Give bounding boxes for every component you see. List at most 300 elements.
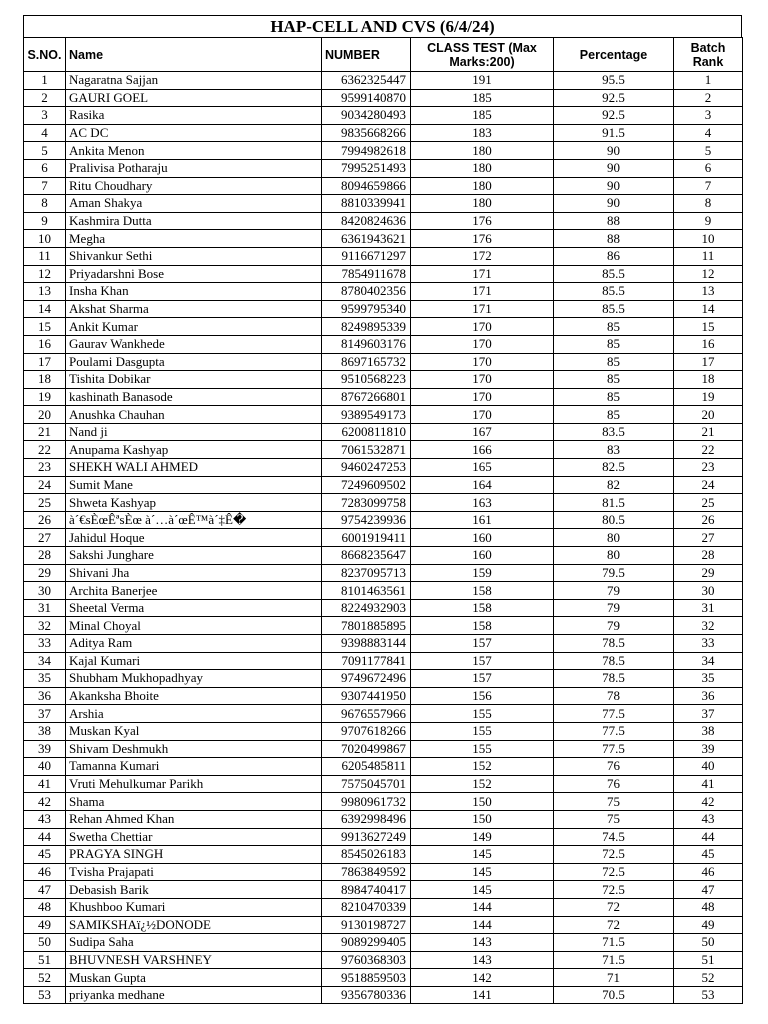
cell-class-test: 163 [411,494,554,512]
cell-percentage: 75 [554,793,674,811]
cell-batch-rank: 9 [674,212,743,230]
cell-batch-rank: 37 [674,705,743,723]
cell-percentage: 72.5 [554,863,674,881]
cell-number: 9754239936 [322,511,411,529]
cell-percentage: 78.5 [554,635,674,653]
cell-class-test: 191 [411,72,554,90]
cell-class-test: 155 [411,705,554,723]
cell-class-test: 176 [411,212,554,230]
cell-name: Aditya Ram [66,635,322,653]
cell-percentage: 80 [554,529,674,547]
cell-number: 9760368303 [322,951,411,969]
table-row [24,916,743,934]
table-row [24,863,743,881]
cell-number: 8237095713 [322,564,411,582]
cell-number: 9356780336 [322,986,411,1004]
cell-name: Anupama Kashyap [66,441,322,459]
table-row [24,371,743,389]
cell-name: Aman Shakya [66,195,322,213]
header-percentage: Percentage [554,38,674,72]
cell-class-test: 170 [411,371,554,389]
cell-percentage: 72 [554,916,674,934]
table-row [24,617,743,635]
cell-sno: 10 [24,230,66,248]
cell-name: Sheetal Verma [66,599,322,617]
cell-number: 9599140870 [322,89,411,107]
cell-name: PRAGYA SINGH [66,846,322,864]
cell-percentage: 82.5 [554,459,674,477]
results-table [23,37,743,1004]
cell-class-test: 144 [411,898,554,916]
cell-number: 9518859503 [322,969,411,987]
table-row [24,652,743,670]
cell-sno: 1 [24,72,66,90]
cell-name: Megha [66,230,322,248]
table-row [24,388,743,406]
cell-sno: 31 [24,599,66,617]
cell-batch-rank: 47 [674,881,743,899]
cell-number: 9676557966 [322,705,411,723]
cell-class-test: 171 [411,300,554,318]
cell-percentage: 76 [554,775,674,793]
cell-class-test: 157 [411,635,554,653]
table-row [24,247,743,265]
cell-sno: 32 [24,617,66,635]
cell-sno: 44 [24,828,66,846]
cell-number: 6205485811 [322,758,411,776]
cell-batch-rank: 29 [674,564,743,582]
cell-name: Ankita Menon [66,142,322,160]
results-sheet [23,15,742,1004]
cell-class-test: 172 [411,247,554,265]
cell-sno: 48 [24,898,66,916]
cell-batch-rank: 33 [674,635,743,653]
cell-name: Kashmira Dutta [66,212,322,230]
cell-percentage: 85 [554,388,674,406]
cell-percentage: 90 [554,195,674,213]
table-row [24,705,743,723]
cell-sno: 36 [24,687,66,705]
cell-name: Shama [66,793,322,811]
table-row [24,511,743,529]
cell-number: 7575045701 [322,775,411,793]
cell-sno: 34 [24,652,66,670]
cell-sno: 29 [24,564,66,582]
cell-batch-rank: 36 [674,687,743,705]
cell-name: Khushboo Kumari [66,898,322,916]
cell-batch-rank: 8 [674,195,743,213]
table-row [24,599,743,617]
cell-number: 6361943621 [322,230,411,248]
table-row [24,476,743,494]
cell-class-test: 145 [411,863,554,881]
header-row [24,38,743,72]
cell-batch-rank: 24 [674,476,743,494]
table-row [24,441,743,459]
cell-percentage: 86 [554,247,674,265]
table-row [24,881,743,899]
cell-number: 6392998496 [322,810,411,828]
cell-name: Tvisha Prajapati [66,863,322,881]
cell-sno: 47 [24,881,66,899]
cell-name: BHUVNESH VARSHNEY [66,951,322,969]
table-row [24,423,743,441]
cell-batch-rank: 40 [674,758,743,776]
cell-percentage: 91.5 [554,124,674,142]
cell-number: 7091177841 [322,652,411,670]
cell-number: 9130198727 [322,916,411,934]
cell-class-test: 158 [411,599,554,617]
cell-sno: 16 [24,335,66,353]
cell-number: 8810339941 [322,195,411,213]
cell-percentage: 88 [554,212,674,230]
cell-class-test: 180 [411,142,554,160]
cell-batch-rank: 11 [674,247,743,265]
cell-percentage: 78 [554,687,674,705]
cell-batch-rank: 34 [674,652,743,670]
cell-name: Tamanna Kumari [66,758,322,776]
cell-class-test: 160 [411,529,554,547]
cell-name: Jahidul Hoque [66,529,322,547]
cell-number: 8697165732 [322,353,411,371]
cell-name: Ankit Kumar [66,318,322,336]
cell-batch-rank: 26 [674,511,743,529]
cell-sno: 38 [24,722,66,740]
cell-batch-rank: 4 [674,124,743,142]
table-row [24,828,743,846]
cell-batch-rank: 38 [674,722,743,740]
cell-class-test: 160 [411,547,554,565]
cell-percentage: 76 [554,758,674,776]
table-row [24,740,743,758]
cell-class-test: 158 [411,582,554,600]
cell-number: 9510568223 [322,371,411,389]
cell-class-test: 155 [411,740,554,758]
cell-sno: 2 [24,89,66,107]
table-row [24,969,743,987]
cell-class-test: 152 [411,775,554,793]
cell-number: 6001919411 [322,529,411,547]
cell-batch-rank: 50 [674,934,743,952]
cell-number: 9089299405 [322,934,411,952]
cell-name: Archita Banerjee [66,582,322,600]
cell-percentage: 72.5 [554,846,674,864]
cell-class-test: 164 [411,476,554,494]
cell-number: 8767266801 [322,388,411,406]
cell-class-test: 157 [411,670,554,688]
cell-number: 7994982618 [322,142,411,160]
cell-percentage: 75 [554,810,674,828]
cell-class-test: 156 [411,687,554,705]
cell-percentage: 85.5 [554,265,674,283]
cell-batch-rank: 25 [674,494,743,512]
cell-percentage: 71.5 [554,951,674,969]
cell-number: 8545026183 [322,846,411,864]
cell-name: Sakshi Junghare [66,547,322,565]
cell-sno: 12 [24,265,66,283]
cell-name: Sudipa Saha [66,934,322,952]
table-row [24,582,743,600]
cell-class-test: 158 [411,617,554,635]
cell-percentage: 80.5 [554,511,674,529]
cell-name: Nand ji [66,423,322,441]
cell-percentage: 71 [554,969,674,987]
cell-class-test: 149 [411,828,554,846]
cell-name: Akshat Sharma [66,300,322,318]
cell-name: Minal Choyal [66,617,322,635]
cell-batch-rank: 35 [674,670,743,688]
cell-class-test: 183 [411,124,554,142]
cell-name: priyanka medhane [66,986,322,1004]
cell-percentage: 71.5 [554,934,674,952]
cell-percentage: 83.5 [554,423,674,441]
cell-batch-rank: 44 [674,828,743,846]
cell-number: 8224932903 [322,599,411,617]
cell-percentage: 85 [554,371,674,389]
cell-name: Ritu Choudhary [66,177,322,195]
cell-batch-rank: 3 [674,107,743,125]
cell-name: Shivam Deshmukh [66,740,322,758]
table-row [24,124,743,142]
table-row [24,230,743,248]
cell-number: 8094659866 [322,177,411,195]
cell-percentage: 80 [554,547,674,565]
cell-batch-rank: 18 [674,371,743,389]
header-sno: S.NO. [24,38,66,72]
cell-class-test: 155 [411,722,554,740]
cell-sno: 43 [24,810,66,828]
cell-class-test: 145 [411,881,554,899]
cell-class-test: 166 [411,441,554,459]
cell-number: 8420824636 [322,212,411,230]
cell-percentage: 85 [554,318,674,336]
cell-batch-rank: 19 [674,388,743,406]
cell-percentage: 70.5 [554,986,674,1004]
table-row [24,406,743,424]
table-row [24,670,743,688]
table-row [24,951,743,969]
cell-number: 9116671297 [322,247,411,265]
cell-sno: 8 [24,195,66,213]
cell-name: Shubham Mukhopadhyay [66,670,322,688]
cell-sno: 49 [24,916,66,934]
table-row [24,459,743,477]
cell-number: 9307441950 [322,687,411,705]
cell-sno: 46 [24,863,66,881]
cell-name: Poulami Dasgupta [66,353,322,371]
cell-batch-rank: 51 [674,951,743,969]
cell-percentage: 79.5 [554,564,674,582]
cell-percentage: 83 [554,441,674,459]
cell-sno: 37 [24,705,66,723]
cell-name: Priyadarshni Bose [66,265,322,283]
cell-percentage: 85 [554,335,674,353]
table-row [24,793,743,811]
table-row [24,212,743,230]
cell-class-test: 150 [411,793,554,811]
cell-name: Rasika [66,107,322,125]
cell-class-test: 157 [411,652,554,670]
cell-sno: 23 [24,459,66,477]
cell-name: SHEKH WALI AHMED [66,459,322,477]
cell-number: 7801885895 [322,617,411,635]
cell-class-test: 159 [411,564,554,582]
table-row [24,775,743,793]
cell-name: Akanksha Bhoite [66,687,322,705]
cell-batch-rank: 22 [674,441,743,459]
cell-name: Pralivisa Potharaju [66,159,322,177]
header-number: NUMBER [322,38,411,72]
cell-class-test: 171 [411,265,554,283]
cell-percentage: 78.5 [554,670,674,688]
cell-name: GAURI GOEL [66,89,322,107]
cell-batch-rank: 16 [674,335,743,353]
cell-percentage: 85 [554,353,674,371]
cell-sno: 28 [24,547,66,565]
cell-number: 8668235647 [322,547,411,565]
cell-batch-rank: 41 [674,775,743,793]
table-row [24,547,743,565]
cell-number: 9707618266 [322,722,411,740]
cell-batch-rank: 14 [674,300,743,318]
cell-percentage: 72 [554,898,674,916]
table-row [24,335,743,353]
table-row [24,195,743,213]
cell-name: kashinath Banasode [66,388,322,406]
table-row [24,898,743,916]
cell-batch-rank: 46 [674,863,743,881]
cell-class-test: 185 [411,107,554,125]
table-row [24,159,743,177]
cell-name: Shivankur Sethi [66,247,322,265]
table-row [24,107,743,125]
cell-class-test: 150 [411,810,554,828]
cell-batch-rank: 10 [674,230,743,248]
cell-percentage: 88 [554,230,674,248]
cell-batch-rank: 32 [674,617,743,635]
cell-percentage: 77.5 [554,722,674,740]
cell-number: 9980961732 [322,793,411,811]
cell-percentage: 79 [554,582,674,600]
table-row [24,722,743,740]
cell-number: 8210470339 [322,898,411,916]
cell-sno: 20 [24,406,66,424]
table-row [24,810,743,828]
cell-class-test: 165 [411,459,554,477]
cell-percentage: 78.5 [554,652,674,670]
cell-name: Gaurav Wankhede [66,335,322,353]
cell-sno: 42 [24,793,66,811]
cell-number: 9389549173 [322,406,411,424]
cell-sno: 21 [24,423,66,441]
cell-batch-rank: 6 [674,159,743,177]
table-row [24,353,743,371]
cell-batch-rank: 7 [674,177,743,195]
cell-sno: 45 [24,846,66,864]
cell-batch-rank: 20 [674,406,743,424]
cell-class-test: 170 [411,388,554,406]
cell-batch-rank: 42 [674,793,743,811]
cell-name: Insha Khan [66,283,322,301]
cell-sno: 39 [24,740,66,758]
cell-percentage: 90 [554,177,674,195]
table-row [24,758,743,776]
cell-percentage: 79 [554,617,674,635]
table-row [24,318,743,336]
table-row [24,300,743,318]
cell-name: SAMIKSHAï¿½DONODE [66,916,322,934]
table-body [24,72,743,1004]
cell-class-test: 143 [411,951,554,969]
cell-sno: 5 [24,142,66,160]
cell-number: 9599795340 [322,300,411,318]
cell-name: Sumit Mane [66,476,322,494]
cell-sno: 3 [24,107,66,125]
table-row [24,687,743,705]
cell-sno: 53 [24,986,66,1004]
cell-name: à´€sÈœÊªsÈœ à´…à´œÊ™à´‡Ê� [66,511,322,529]
cell-batch-rank: 15 [674,318,743,336]
table-row [24,89,743,107]
cell-batch-rank: 27 [674,529,743,547]
cell-name: Rehan Ahmed Khan [66,810,322,828]
cell-sno: 40 [24,758,66,776]
cell-name: Shivani Jha [66,564,322,582]
cell-number: 9835668266 [322,124,411,142]
cell-class-test: 171 [411,283,554,301]
cell-number: 8249895339 [322,318,411,336]
cell-number: 8149603176 [322,335,411,353]
cell-sno: 7 [24,177,66,195]
cell-batch-rank: 5 [674,142,743,160]
cell-name: Kajal Kumari [66,652,322,670]
cell-batch-rank: 23 [674,459,743,477]
cell-batch-rank: 48 [674,898,743,916]
cell-batch-rank: 39 [674,740,743,758]
cell-class-test: 161 [411,511,554,529]
cell-class-test: 180 [411,177,554,195]
cell-sno: 51 [24,951,66,969]
cell-percentage: 90 [554,142,674,160]
cell-class-test: 170 [411,335,554,353]
cell-name: Nagaratna Sajjan [66,72,322,90]
cell-class-test: 176 [411,230,554,248]
cell-name: Muskan Kyal [66,722,322,740]
cell-class-test: 167 [411,423,554,441]
cell-sno: 11 [24,247,66,265]
cell-number: 7249609502 [322,476,411,494]
table-row [24,177,743,195]
cell-batch-rank: 2 [674,89,743,107]
cell-sno: 19 [24,388,66,406]
cell-sno: 35 [24,670,66,688]
cell-number: 6362325447 [322,72,411,90]
cell-number: 9034280493 [322,107,411,125]
cell-percentage: 79 [554,599,674,617]
cell-batch-rank: 43 [674,810,743,828]
table-row [24,529,743,547]
cell-class-test: 141 [411,986,554,1004]
cell-batch-rank: 1 [674,72,743,90]
cell-sno: 27 [24,529,66,547]
cell-sno: 9 [24,212,66,230]
table-row [24,142,743,160]
cell-class-test: 185 [411,89,554,107]
cell-sno: 13 [24,283,66,301]
cell-number: 7061532871 [322,441,411,459]
table-row [24,846,743,864]
cell-batch-rank: 28 [674,547,743,565]
